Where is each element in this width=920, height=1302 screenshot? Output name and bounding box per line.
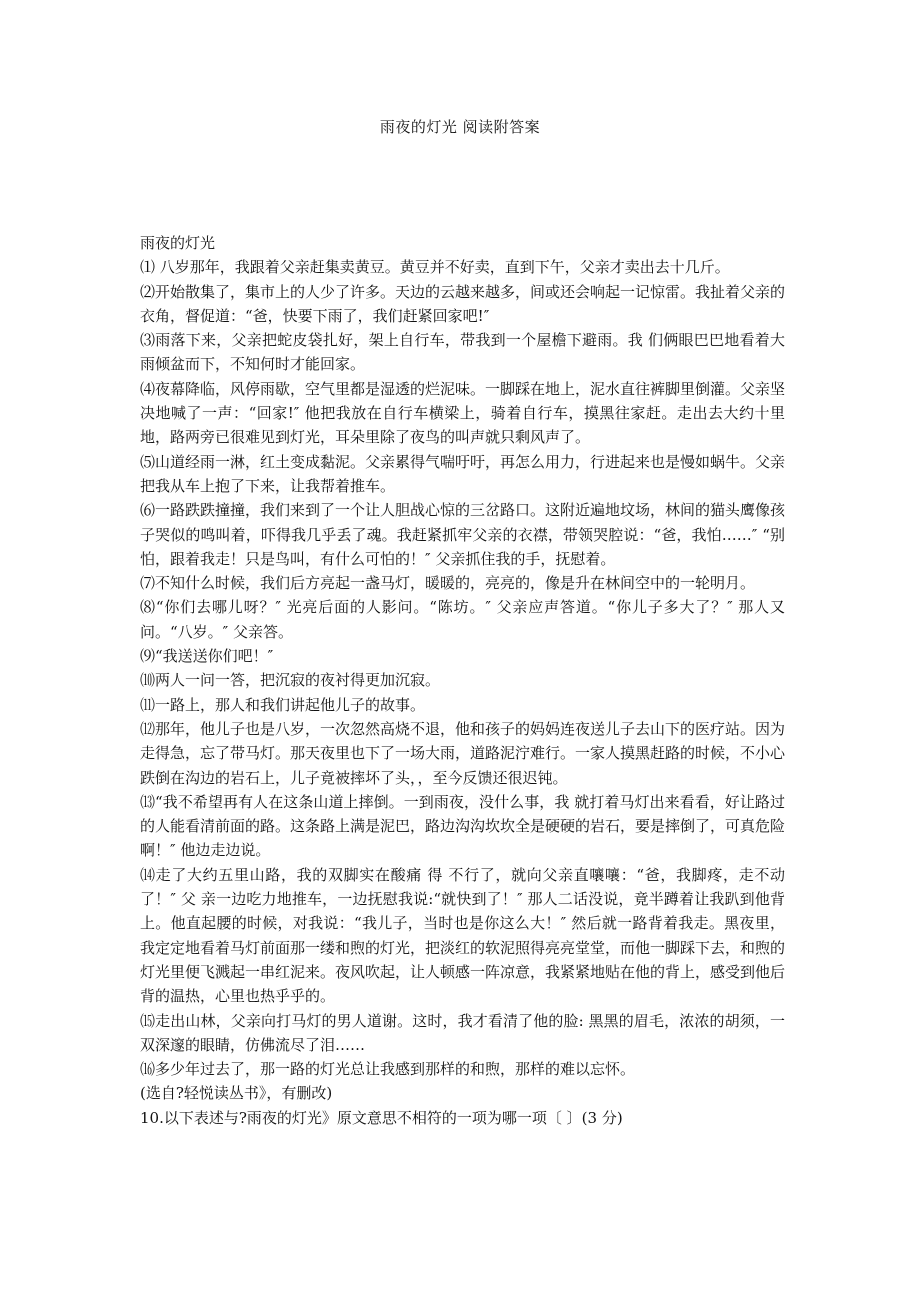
paragraph-7: ⑺不知什么时候，我们后方亮起一盏马灯，暖暖的，亮亮的，像是升在林间空中的一轮明月。 bbox=[140, 574, 756, 593]
paragraph-9: ⑼“我送送你们吧！″ bbox=[140, 647, 274, 666]
document-title: 雨夜的灯光 阅读附答案 bbox=[379, 118, 541, 136]
question-10: 10.以下表述与?雨夜的灯光》原文意思不相符的一项为哪一项〔 〕(3 分) bbox=[140, 1108, 623, 1127]
source-note: (选自?轻悦读丛书》，有删改) bbox=[140, 1084, 333, 1103]
paragraph-3: ⑶雨落下来，父亲把蛇皮袋扎好，架上自行车，带我到一个屋檐下避雨。我 们俩眼巴巴地看着大雨倾盆而下，不知何时才能回家。 bbox=[140, 331, 785, 374]
paragraph-13: ⒀“我不希望再有人在这条山道上摔倒。一到雨夜，没什么事，我 就打着马灯出来看看，好让路过的人能看清前面的路。这条路上满是泥巴，路边沟沟坎坎全是硬硬的岩石，要是摔倒了，可真危险啊！″ 他边走边说。 bbox=[140, 792, 786, 860]
paragraph-14: ⒁走了大约五里山路，我的双脚实在酸痛 得 不行了，就向父亲直嚷嚷：“爸，我脚疼，走不动了！″ 父 亲一边吃力地推车，一边抚慰我说:“就快到了！″ 那人二话没说，竟半蹲着让我趴到他背上。他直起腰的时候，对我说：“我儿子，当时也是你这么大！″ 然后就一路背着我走。黑夜里，我定定地看着马灯前面那一缕和煦的灯光，把淡红的软泥照得亮亮堂堂，而他一脚踩下去，和煦的灯光里便飞溅起一串红泥来。夜风吹起，让人顿感一阵凉意，我紧紧地贴在他的背上，感受到他后背的温热，心里也热乎乎的。 bbox=[140, 865, 786, 1006]
paragraph-12: ⑿那年，他儿子也是八岁，一次忽然高烧不退，他和孩子的妈妈连夜送儿子去山下的医疗站。因为走得急，忘了带马灯。那天夜里也下了一场大雨，道路泥泞难行。一家人摸黑赶路的时候，不小心跌倒在沟边的岩石上，儿子竟被摔坏了头，，至今反馈还很迟钝。 bbox=[140, 719, 786, 787]
paragraph-4: ⑷夜幕降临，风停雨歇，空气里都是湿透的烂泥味。一脚踩在地上，泥水直往裤脚里倒灌。父亲坚决地喊了一声：“回家!″ 他把我放在自行车横梁上，骑着自行车，摸黑往家赶。走出去大约十里地，路两旁已很难见到灯光，耳朵里除了夜鸟的叫声就只剩风声了。 bbox=[140, 379, 786, 447]
paragraph-8: ⑻“你们去哪儿呀？″ 光亮后面的人影问。“陈坊。″ 父亲应声答道。“你儿子多大了？″ 那人又问。“八岁。″ 父亲答。 bbox=[140, 598, 785, 641]
paragraph-15: ⒂走出山林，父亲向打马灯的男人道谢。这时，我才看清了他的脸: 黑黑的眉毛，浓浓的胡须，一双深邃的眼睛，仿佛流尽了泪…… bbox=[140, 1011, 785, 1054]
paragraph-2: ⑵开始散集了，集市上的人少了许多。天边的云越来越多，间或还会响起一记惊雷。我扯着父亲的衣角，督促道：“爸，快要下雨了，我们赶紧回家吧!″ bbox=[140, 282, 786, 325]
paragraph-16: ⒃多少年过去了，那一路的灯光总让我感到那样的和煦，那样的难以忘怀。 bbox=[140, 1060, 636, 1079]
paragraph-10: ⑽两人一问一答，把沉寂的夜衬得更加沉寂。 bbox=[140, 671, 441, 690]
article-body bbox=[140, 231, 785, 1130]
article-heading: 雨夜的灯光 bbox=[140, 234, 216, 252]
paragraph-6: ⑹一路跌跌撞撞，我们来到了一个让人胆战心惊的三岔路口。这附近遍地坟场，林间的猫头鹰像孩子哭似的鸣叫着，吓得我几乎丢了魂。我赶紧抓牢父亲的衣襟，带领哭腔说：“爸，我怕……″ “别怕，跟着我走！只是鸟叫，有什么可怕的！″ 父亲抓住我的手，抚慰着。 bbox=[140, 501, 786, 568]
paragraph-5: ⑸山道经雨一淋，红土变成黏泥。父亲累得气喘吁吁，再怎么用力，行进起来也是慢如蜗牛。父亲把我从车上抱了下来，让我帮着推车。 bbox=[140, 452, 786, 495]
paragraph-1: ⑴ 八岁那年，我跟着父亲赶集卖黄豆。黄豆并不好卖，直到下午，父亲才卖出去十几斤。 bbox=[140, 258, 730, 277]
paragraph-11: ⑾一路上，那人和我们讲起他儿子的故事。 bbox=[140, 695, 426, 714]
